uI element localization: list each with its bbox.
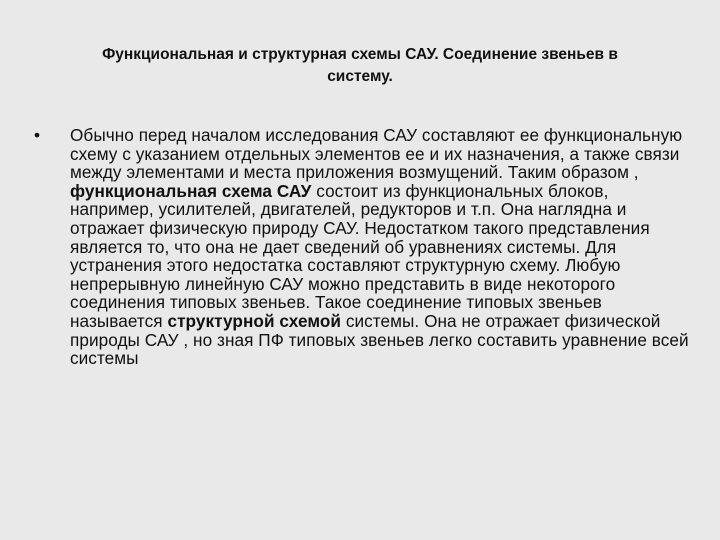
paragraph-text-2: состоит из функциональных блоков, например, усилителей, двигателей, редукторов и т.п. Она наглядна и отражает физическую природу САУ. Недостатком такого представления является то, что она не дает сведений об уравнениях системы. Для устранения этого недостатка составляют структурную схему. Любую непрерывную линейную САУ можно представить в виде некоторого соединения типовых звеньев. Такое соединение типовых звеньев называется bbox=[70, 180, 650, 331]
paragraph-text-1: Обычно перед началом исследования САУ составляют ее функциональную схему с указанием отдельных элементов ее и их назначения, а также связи между элементами и места приложения возмущений. Таким образом , bbox=[70, 125, 683, 183]
slide-title bbox=[50, 44, 670, 88]
bullet-marker: • bbox=[34, 125, 41, 145]
term-functional-scheme: функциональная схема САУ bbox=[70, 180, 312, 201]
paragraph-text-3: системы. Она не отражает физической природы САУ , но зная ПФ типовых звеньев легко составить уравнение всей системы bbox=[70, 310, 689, 369]
bullet-item bbox=[34, 126, 694, 368]
bullet-paragraph bbox=[70, 126, 694, 368]
slide-title-line-2: систему. bbox=[327, 68, 393, 85]
term-structural-scheme: структурной схемой bbox=[167, 310, 342, 331]
slide-title-line-1: Функциональная и структурная схемы САУ. Соединение звеньев в bbox=[102, 46, 618, 63]
